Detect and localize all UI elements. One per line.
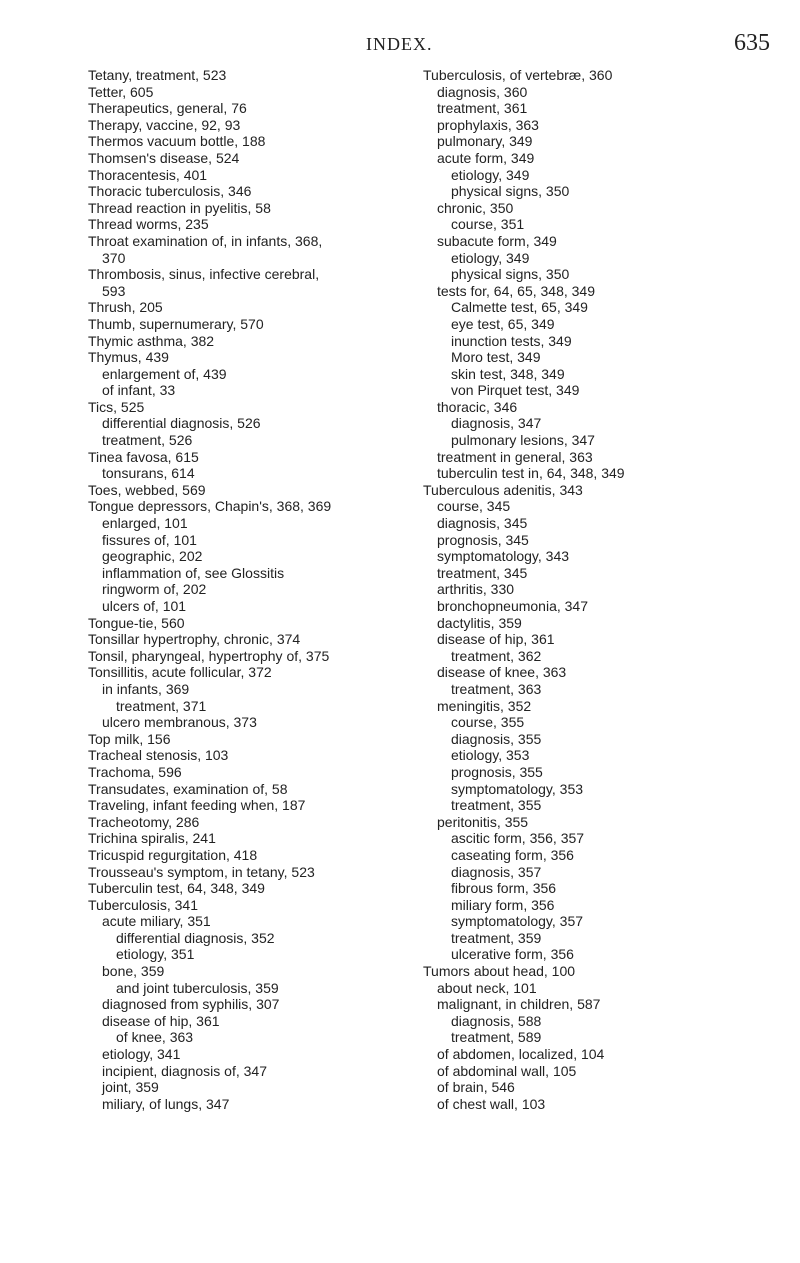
- index-entry: skin test, 348, 349: [451, 365, 565, 382]
- index-entry: of abdomen, localized, 104: [437, 1046, 605, 1063]
- index-entry: Therapy, vaccine, 92, 93: [88, 116, 241, 133]
- index-entry: differential diagnosis, 526: [102, 415, 261, 432]
- index-entry: treatment, 345: [437, 564, 528, 581]
- index-entry: peritonitis, 355: [437, 813, 529, 830]
- index-entry: fibrous form, 356: [451, 880, 557, 897]
- index-entry: Thrombosis, sinus, infective cerebral,: [88, 266, 320, 283]
- running-header-title: INDEX.: [366, 34, 433, 54]
- index-entry: treatment, 361: [437, 100, 528, 117]
- index-entry: acute form, 349: [437, 149, 535, 166]
- index-entry: Moro test, 349: [451, 349, 541, 366]
- index-entry: treatment, 526: [102, 432, 193, 449]
- index-entry: diagnosed from syphilis, 307: [102, 996, 280, 1013]
- index-entry: Tinea favosa, 615: [88, 448, 199, 465]
- index-entry: Tuberculosis, of vertebræ, 360: [423, 67, 613, 83]
- index-entry: pulmonary, 349: [437, 133, 533, 150]
- index-entry: incipient, diagnosis of, 347: [102, 1062, 267, 1079]
- index-entry: of abdominal wall, 105: [437, 1062, 577, 1079]
- index-entry: Trousseau's symptom, in tetany, 523: [88, 863, 315, 880]
- index-entry: of brain, 546: [437, 1079, 515, 1096]
- index-entry: Tracheotomy, 286: [88, 813, 200, 830]
- index-entry: treatment, 359: [451, 929, 542, 946]
- index-entry: Tonsil, pharyngeal, hypertrophy of, 375: [88, 647, 330, 664]
- index-entry: etiology, 353: [451, 747, 530, 764]
- index-entry: diagnosis, 588: [451, 1012, 542, 1029]
- index-entry: fissures of, 101: [102, 531, 197, 548]
- index-entry: etiology, 349: [451, 249, 530, 266]
- index-entry: Trachoma, 596: [88, 763, 182, 780]
- index-entry: 593: [102, 282, 126, 299]
- index-entry: pulmonary lesions, 347: [451, 432, 595, 449]
- index-entry: Tongue-tie, 560: [88, 614, 185, 631]
- index-entry: von Pirquet test, 349: [451, 382, 580, 399]
- index-entry: course, 355: [451, 714, 525, 731]
- index-entry: diagnosis, 357: [451, 863, 542, 880]
- index-entry: treatment, 371: [116, 697, 207, 714]
- index-entry: Therapeutics, general, 76: [88, 100, 247, 117]
- index-entry: tests for, 64, 65, 348, 349: [437, 282, 595, 299]
- index-column-right: [423, 67, 625, 1112]
- index-entry: course, 345: [437, 498, 511, 515]
- index-entry: ringworm of, 202: [102, 581, 207, 598]
- index-entry: disease of hip, 361: [437, 631, 555, 648]
- index-entry: Tricuspid regurgitation, 418: [88, 846, 258, 863]
- index-entry: diagnosis, 345: [437, 515, 528, 532]
- index-entry: about neck, 101: [437, 979, 537, 996]
- index-entry: joint, 359: [102, 1079, 159, 1096]
- index-entry: miliary form, 356: [451, 896, 555, 913]
- index-entry: geographic, 202: [102, 548, 203, 565]
- index-entry: and joint tuberculosis, 359: [116, 979, 279, 996]
- index-entry: caseating form, 356: [451, 846, 574, 863]
- index-entry: Thumb, supernumerary, 570: [88, 315, 264, 332]
- index-entry: in infants, 369: [102, 680, 190, 697]
- index-entry: of chest wall, 103: [437, 1095, 546, 1112]
- index-entry: Tracheal stenosis, 103: [88, 747, 229, 764]
- index-entry: Thoracentesis, 401: [88, 166, 208, 183]
- index-entry: etiology, 341: [102, 1046, 181, 1063]
- index-entry: chronic, 350: [437, 199, 514, 216]
- index-entry: Tics, 525: [88, 398, 145, 415]
- index-entry: Tetany, treatment, 523: [88, 67, 227, 83]
- index-entry: Tongue depressors, Chapin's, 368, 369: [88, 498, 332, 515]
- index-entry: diagnosis, 360: [437, 83, 528, 100]
- index-entry: Thoracic tuberculosis, 346: [88, 183, 252, 200]
- index-entry: of infant, 33: [102, 382, 176, 399]
- index-entry: bone, 359: [102, 963, 165, 980]
- index-entry: treatment, 355: [451, 797, 542, 814]
- index-entry: Tetter, 605: [88, 83, 154, 100]
- index-entry: etiology, 349: [451, 166, 530, 183]
- index-entry: Thomsen's disease, 524: [88, 149, 240, 166]
- index-entry: diagnosis, 347: [451, 415, 542, 432]
- index-entry: disease of knee, 363: [437, 664, 567, 681]
- index-entry: thoracic, 346: [437, 398, 518, 415]
- index-entry: Tonsillar hypertrophy, chronic, 374: [88, 631, 301, 648]
- index-entry: Tonsillitis, acute follicular, 372: [88, 664, 272, 681]
- index-entry: treatment in general, 363: [437, 448, 593, 465]
- index-entry: Tuberculosis, 341: [88, 896, 198, 913]
- index-entry: Throat examination of, in infants, 368,: [88, 232, 323, 249]
- index-entry: enlargement of, 439: [102, 365, 227, 382]
- index-entry: Tuberculin test, 64, 348, 349: [88, 880, 265, 897]
- index-entry: Top milk, 156: [88, 730, 171, 747]
- index-entry: Tumors about head, 100: [423, 963, 576, 980]
- index-entry: malignant, in children, 587: [437, 996, 601, 1013]
- index-entry: symptomatology, 343: [437, 548, 570, 565]
- index-entry: 370: [102, 249, 126, 266]
- index-entry: Toes, webbed, 569: [88, 481, 206, 498]
- index-entry: meningitis, 352: [437, 697, 532, 714]
- index-entry: Thread reaction in pyelitis, 58: [88, 199, 271, 216]
- index-entry: physical signs, 350: [451, 266, 570, 283]
- index-entry: physical signs, 350: [451, 183, 570, 200]
- index-entry: eye test, 65, 349: [451, 315, 555, 332]
- index-entry: enlarged, 101: [102, 515, 188, 532]
- index-entry: course, 351: [451, 216, 525, 233]
- index-entry: inflammation of, see Glossitis: [102, 564, 285, 581]
- index-entry: tonsurans, 614: [102, 465, 195, 482]
- index-entry: subacute form, 349: [437, 232, 557, 249]
- index-entry: Traveling, infant feeding when, 187: [88, 797, 306, 814]
- index-entry: treatment, 362: [451, 647, 542, 664]
- index-entry: tuberculin test in, 64, 348, 349: [437, 465, 625, 482]
- index-entry: of knee, 363: [116, 1029, 194, 1046]
- index-entry: inunction tests, 349: [451, 332, 572, 349]
- index-entry: symptomatology, 357: [451, 913, 584, 930]
- index-entry: prophylaxis, 363: [437, 116, 539, 133]
- index-entry: diagnosis, 355: [451, 730, 542, 747]
- index-entry: Trichina spiralis, 241: [88, 830, 216, 847]
- index-entry: disease of hip, 361: [102, 1012, 220, 1029]
- index-entry: Thermos vacuum bottle, 188: [88, 133, 266, 150]
- index-entry: dactylitis, 359: [437, 614, 522, 631]
- index-entry: ulcers of, 101: [102, 598, 187, 614]
- index-entry: differential diagnosis, 352: [116, 929, 275, 946]
- index-entry: symptomatology, 353: [451, 780, 584, 797]
- index-entry: Thrush, 205: [88, 299, 163, 316]
- index-column-left: [88, 67, 331, 1112]
- index-entry: miliary, of lungs, 347: [102, 1095, 230, 1112]
- index-entry: ascitic form, 356, 357: [451, 830, 585, 847]
- index-entry: Thymic asthma, 382: [88, 332, 215, 349]
- index-entry: Thymus, 439: [88, 349, 169, 366]
- index-entry: Transudates, examination of, 58: [88, 780, 288, 797]
- index-entry: bronchopneumonia, 347: [437, 598, 589, 614]
- index-entry: prognosis, 345: [437, 531, 529, 548]
- index-entry: Calmette test, 65, 349: [451, 299, 588, 316]
- index-entry: acute miliary, 351: [102, 913, 211, 930]
- index-entry: Thread worms, 235: [88, 216, 209, 233]
- index-entry: treatment, 589: [451, 1029, 542, 1046]
- page-number: 635: [734, 30, 770, 56]
- index-entry: arthritis, 330: [437, 581, 515, 598]
- index-entry: etiology, 351: [116, 946, 195, 963]
- index-entry: ulcero membranous, 373: [102, 714, 257, 731]
- index-entry: treatment, 363: [451, 680, 542, 697]
- index-entry: Tuberculous adenitis, 343: [423, 481, 583, 498]
- index-entry: prognosis, 355: [451, 763, 543, 780]
- index-entry: ulcerative form, 356: [451, 946, 574, 963]
